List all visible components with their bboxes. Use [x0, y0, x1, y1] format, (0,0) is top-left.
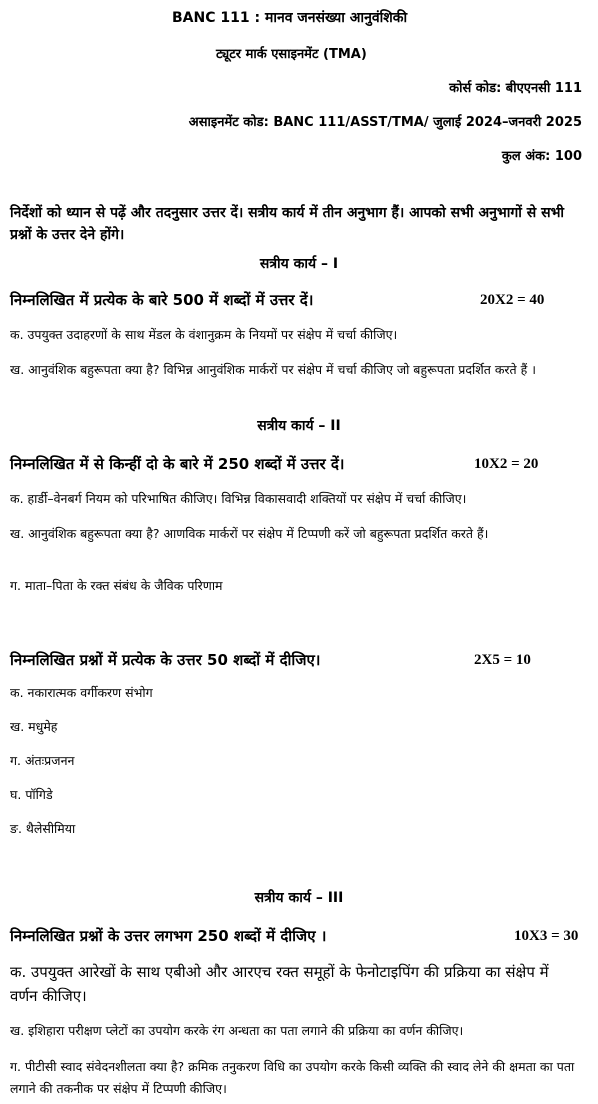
section-3-prompt: निम्नलिखित प्रश्नों के उत्तर लगभग 250 शब्दों में दीजिए । — [10, 927, 327, 945]
assignment-code: असाइनमेंट कोड: BANC 111/ASST/TMA/ जुलाई 2024–जनवरी 2025 — [188, 115, 582, 130]
section-3-item-a: क. उपयुक्त आरेखों के साथ एबीओ और आरएच रक्त समूहों के फेनोटाइपिंग की प्रक्रिया का संक्षेप में वर्णन कीजिए। — [10, 963, 549, 1005]
total-marks: कुल अंक: 100 — [501, 149, 582, 164]
section-2-marks-2: 2X5 = 10 — [474, 652, 531, 668]
section-2-item-c: ग. माता–पिता के रक्त संबंध के जैविक परिणाम — [10, 578, 223, 593]
section-3-marks: 10X3 = 30 — [514, 928, 579, 944]
section-3-item-b: ख. इशिहारा परीक्षण प्लेटों का उपयोग करके रंग अन्धता का पता लगाने की प्रक्रिया का वर्णन कीजिए। — [10, 1023, 464, 1038]
section-1-marks: 20X2 = 40 — [480, 292, 545, 308]
section-1-prompt: निम्नलिखित में प्रत्येक के बारे 500 में शब्दों में उत्तर दें। — [10, 291, 314, 309]
section-2-title: सत्रीय कार्य – II — [257, 418, 341, 434]
section-3-item-c: ग. पीटीसी स्वाद संवेदनशीलता क्या है? क्रमिक तनुकरण विधि का उपयोग करके किसी व्यक्ति की स्वाद लेने की क्षमता का पता लगाने की तकनीक पर संक्षेप में टिप्पणी कीजिए। — [10, 1059, 575, 1096]
section-2-list-item-a: क. नकारात्मक वर्गीकरण संभोग — [10, 685, 153, 700]
section-2-item-b: ख. आनुवंशिक बहुरूपता क्या है? आणविक मार्करों पर संक्षेप में टिप्पणी करें जो बहुरूपता प्रदर्शित करते हैं। — [10, 526, 489, 541]
course-code: कोर्स कोड: बीएएनसी 111 — [449, 81, 582, 96]
section-2-item-a: क. हार्डी–वेनबर्ग नियम को परिभाषित कीजिए। विभिन्न विकासवादी शक्तियों पर संक्षेप में चर्चा कीजिए। — [10, 491, 467, 506]
section-1-item-a: क. उपयुक्त उदाहरणों के साथ मेंडल के वंशानुक्रम के नियमों पर संक्षेप में चर्चा कीजिए। — [10, 327, 398, 342]
section-2-prompt-2: निम्नलिखित प्रश्नों में प्रत्येक के उत्तर 50 शब्दों में दीजिए। — [10, 651, 321, 669]
section-3-title: सत्रीय कार्य – III — [254, 890, 344, 906]
section-2-list-item-c: ग. अंतःप्रजनन — [10, 753, 75, 768]
section-1-item-b: ख. आनुवंशिक बहुरूपता क्या है? विभिन्न आनुवंशिक मार्करों पर संक्षेप में चर्चा कीजिए जो बहुरूपता प्रदर्शित करते हैं । — [10, 362, 536, 377]
section-2-list-item-d: घ. पॉगिडे — [10, 787, 53, 802]
section-2-list-item-e: ङ. थैलेसीमिया — [10, 821, 76, 836]
course-title: BANC 111 : मानव जनसंख्या आनुवंशिकी — [172, 10, 408, 26]
section-2-marks: 10X2 = 20 — [474, 456, 539, 472]
section-2-prompt: निम्नलिखित में से किन्हीं दो के बारे में 250 शब्दों में उत्तर दें। — [10, 455, 345, 473]
section-1-title: सत्रीय कार्य – I — [259, 256, 339, 272]
instructions: निर्देशों को ध्यान से पढ़ें और तदनुसार उत्तर दें। सत्रीय कार्य में तीन अनुभाग हैं। आपको सभी अनुभागों से सभी प्रश्नों के उत्तर देने होंगे। — [10, 205, 565, 243]
tma-title: ट्यूटर मार्क एसाइनमेंट (TMA) — [216, 47, 367, 62]
section-2-list-item-b: ख. मधुमेह — [10, 719, 58, 734]
